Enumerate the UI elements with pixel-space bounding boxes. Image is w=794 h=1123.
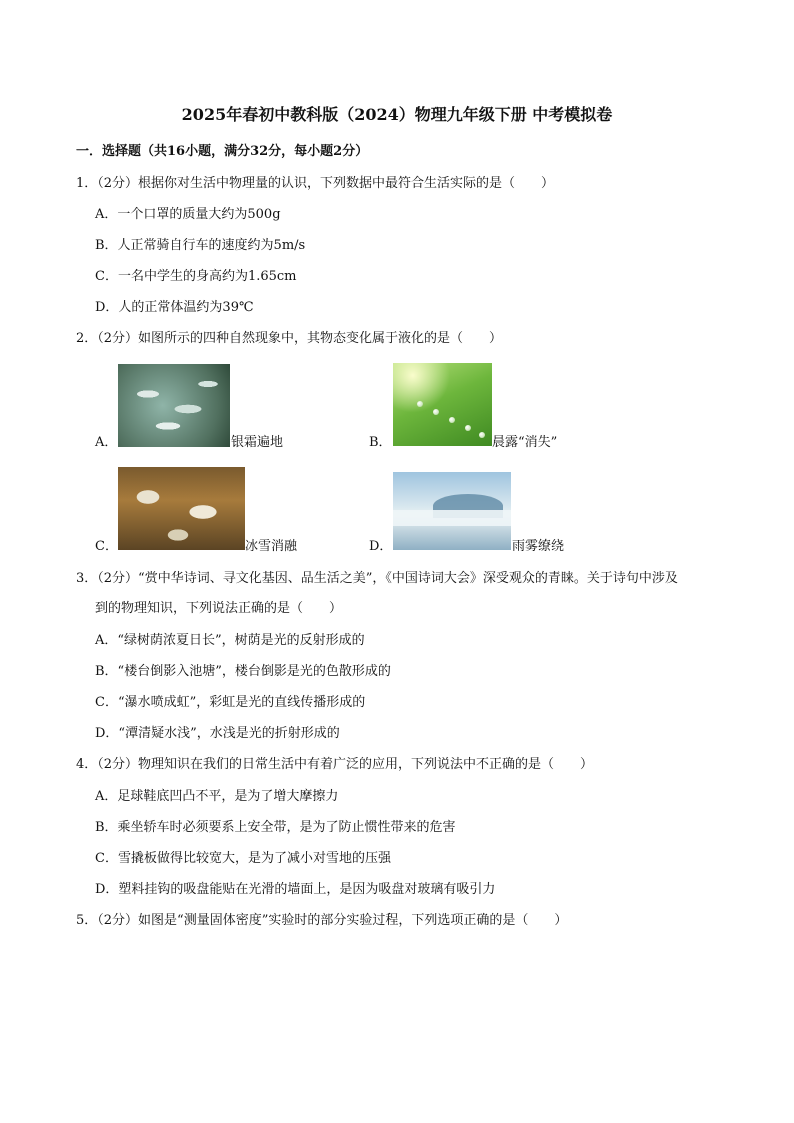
section-heading: 一．选择题（共16小题，满分32分，每小题2分） — [76, 144, 369, 159]
question-2-option-b-caption: 晨露“消失” — [492, 435, 558, 450]
dew-drop — [479, 432, 485, 438]
dew-photo — [393, 363, 492, 446]
question-3-option-c[interactable]: C．“瀑水喷成虹”，彩虹是光的直线传播形成的 — [95, 695, 366, 710]
question-2-option-c-letter[interactable]: C． — [95, 539, 118, 554]
question-2-option-b-letter[interactable]: B． — [369, 435, 392, 450]
question-2-option-c-caption: 冰雪消融 — [245, 539, 298, 554]
dew-drop — [417, 401, 423, 407]
question-2-option-d-caption: 雨雾缭绕 — [512, 539, 565, 554]
question-4-option-b[interactable]: B．乘坐轿车时必须要系上安全带，是为了防止惯性带来的危害 — [95, 820, 456, 835]
question-3-option-d[interactable]: D．“潭清疑水浅”，水浅是光的折射形成的 — [95, 726, 340, 741]
question-2-stem: 2．（2分）如图所示的四种自然现象中，其物态变化属于液化的是（ ） — [76, 331, 503, 346]
mist-band — [393, 510, 511, 526]
question-4-option-d[interactable]: D．塑料挂钩的吸盘能贴在光滑的墙面上，是因为吸盘对玻璃有吸引力 — [95, 882, 496, 897]
question-1-option-c[interactable]: C．一名中学生的身高约为1.65cm — [95, 269, 297, 284]
dew-drop — [465, 425, 471, 431]
frost-photo — [118, 364, 230, 447]
question-4-option-c[interactable]: C．雪撬板做得比较宽大，是为了减小对雪地的压强 — [95, 851, 391, 866]
melting-ice-photo — [118, 467, 245, 550]
question-1-option-a[interactable]: A．一个口罩的质量大约为500g — [95, 207, 281, 222]
exam-title: 2025年春初中教科版（2024）物理九年级下册 中考模拟卷 — [181, 105, 613, 124]
mist-photo — [393, 472, 511, 550]
question-1-option-d[interactable]: D．人的正常体温约为39℃ — [95, 300, 254, 315]
question-1-stem: 1．（2分）根据你对生活中物理量的认识，下列数据中最符合生活实际的是（ ） — [76, 176, 555, 191]
dew-drop — [433, 409, 439, 415]
question-2-option-a-caption: 银霜遍地 — [231, 435, 284, 450]
question-3-stem-line-1: 3．（2分）“赏中华诗词、寻文化基因、品生活之美”，《中国诗词大会》深受观众的青睐。关于诗句中涉及 — [76, 571, 678, 586]
question-3-stem-line-2: 到的物理知识，下列说法正确的是（ ） — [95, 601, 343, 616]
question-2-option-d-letter[interactable]: D． — [369, 539, 393, 554]
question-4-stem: 4．（2分）物理知识在我们的日常生活中有着广泛的应用，下列说法中不正确的是（ ） — [76, 757, 594, 772]
question-1-option-b[interactable]: B．人正常骑自行车的速度约为5m/s — [95, 238, 306, 253]
question-3-option-b[interactable]: B．“楼台倒影入池塘”，楼台倒影是光的色散形成的 — [95, 664, 391, 679]
dew-drop — [449, 417, 455, 423]
question-2-option-a-letter[interactable]: A． — [95, 435, 118, 450]
question-4-option-a[interactable]: A．足球鞋底凹凸不平，是为了增大摩擦力 — [95, 789, 339, 804]
question-5-stem: 5．（2分）如图是“测量固体密度”实验时的部分实验过程，下列选项正确的是（ ） — [76, 913, 568, 928]
question-3-option-a[interactable]: A．“绿树荫浓夏日长”，树荫是光的反射形成的 — [95, 633, 365, 648]
